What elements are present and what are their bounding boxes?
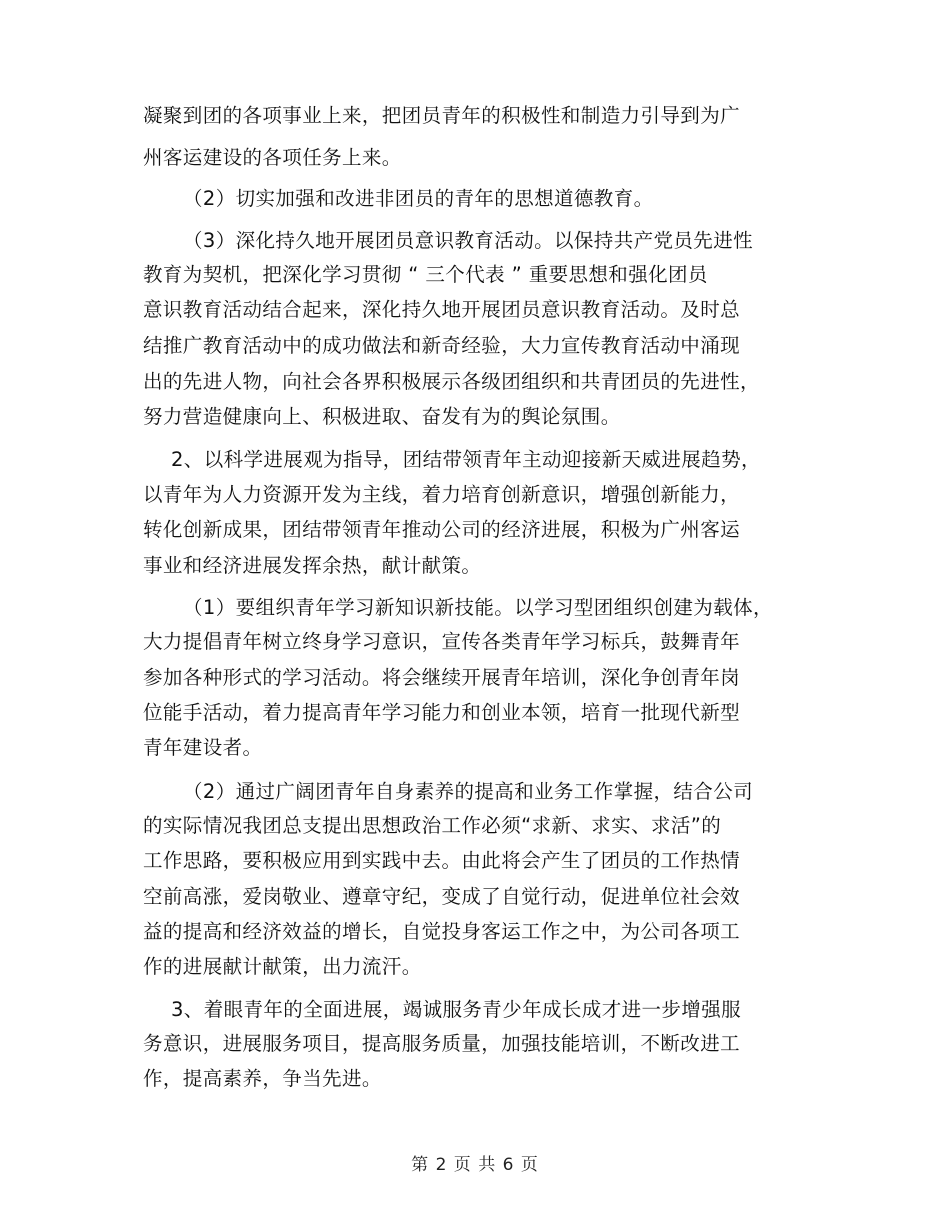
text-line: 务意识，进展服务项目，提高服务质量，加强技能培训，不断改进工 [143,1032,741,1055]
text-line: 益的提高和经济效益的增长，自觉投身客运工作之中，为公司各项工 [143,920,741,943]
text-line: （3）深化持久地开展团员意识教育活动。以保持共产党员先进性 [183,229,754,252]
text-line: 工作思路，要积极应用到实践中去。由此将会产生了团员的工作热情 [143,849,741,872]
text-line: 出的先进人物，向社会各界积极展示各级团组织和共青团员的先进性， [143,370,760,393]
text-line: 空前高涨，爱岗敬业、遵章守纪，变成了自觉行动，促进单位社会效 [143,885,741,908]
text-line: 结推广教育活动中的成功做法和新奇经验，大力宣传教育活动中涌现 [143,334,741,357]
text-line: 教育为契机，把深化学习贯彻 “ 三个代表 ” 重要思想和强化团员 [143,263,708,286]
text-line: 意识教育活动结合起来，深化持久地开展团员意识教育活动。及时总 [143,298,741,321]
text-line: 作的进展献计献策，出力流汗。 [143,955,422,978]
text-line: 的实际情况我团总支提出思想政治工作必须“求新、求实、求活”的 [143,814,722,837]
text-line: 转化创新成果，团结带领青年推动公司的经济进展，积极为广州客运 [143,518,741,541]
text-line: 青年建设者。 [143,736,263,759]
text-line: （1）要组织青年学习新知识新技能。以学习型团组织创建为载体， [183,596,773,619]
text-line: 努力营造健康向上、积极进取、奋发有为的舆论氛围。 [143,405,621,428]
text-line: 以青年为人力资源开发为主线，着力培育创新意识，增强创新能力， [143,483,741,506]
text-line: 参加各种形式的学习活动。将会继续开展青年培训，深化争创青年岗 [143,666,741,689]
text-line: 位能手活动，着力提高青年学习能力和创业本领，培育一批现代新型 [143,701,741,724]
text-line: （2）通过广阔团青年自身素养的提高和业务工作掌握，结合公司 [183,780,754,803]
text-line: 凝聚到团的各项事业上来，把团员青年的积极性和制造力引导到为广 [143,104,741,127]
text-line: 州客运建设的各项任务上来。 [143,146,402,169]
text-line: 2、以科学进展观为指导，团结带领青年主动迎接新天威进展趋势， [171,448,761,471]
text-line: 大力提倡青年树立终身学习意识，宣传各类青年学习标兵，鼓舞青年 [143,630,741,653]
page-number-footer: 第 2 页 共 6 页 [411,1155,539,1175]
text-line: 3、着眼青年的全面进展，竭诚服务青少年成长成才进一步增强服 [171,998,742,1021]
text-line: 事业和经济进展发挥余热，献计献策。 [143,554,482,577]
text-line: （2）切实加强和改进非团员的青年的思想道德教育。 [183,187,654,210]
text-line: 作，提高素养，争当先进。 [143,1067,382,1090]
